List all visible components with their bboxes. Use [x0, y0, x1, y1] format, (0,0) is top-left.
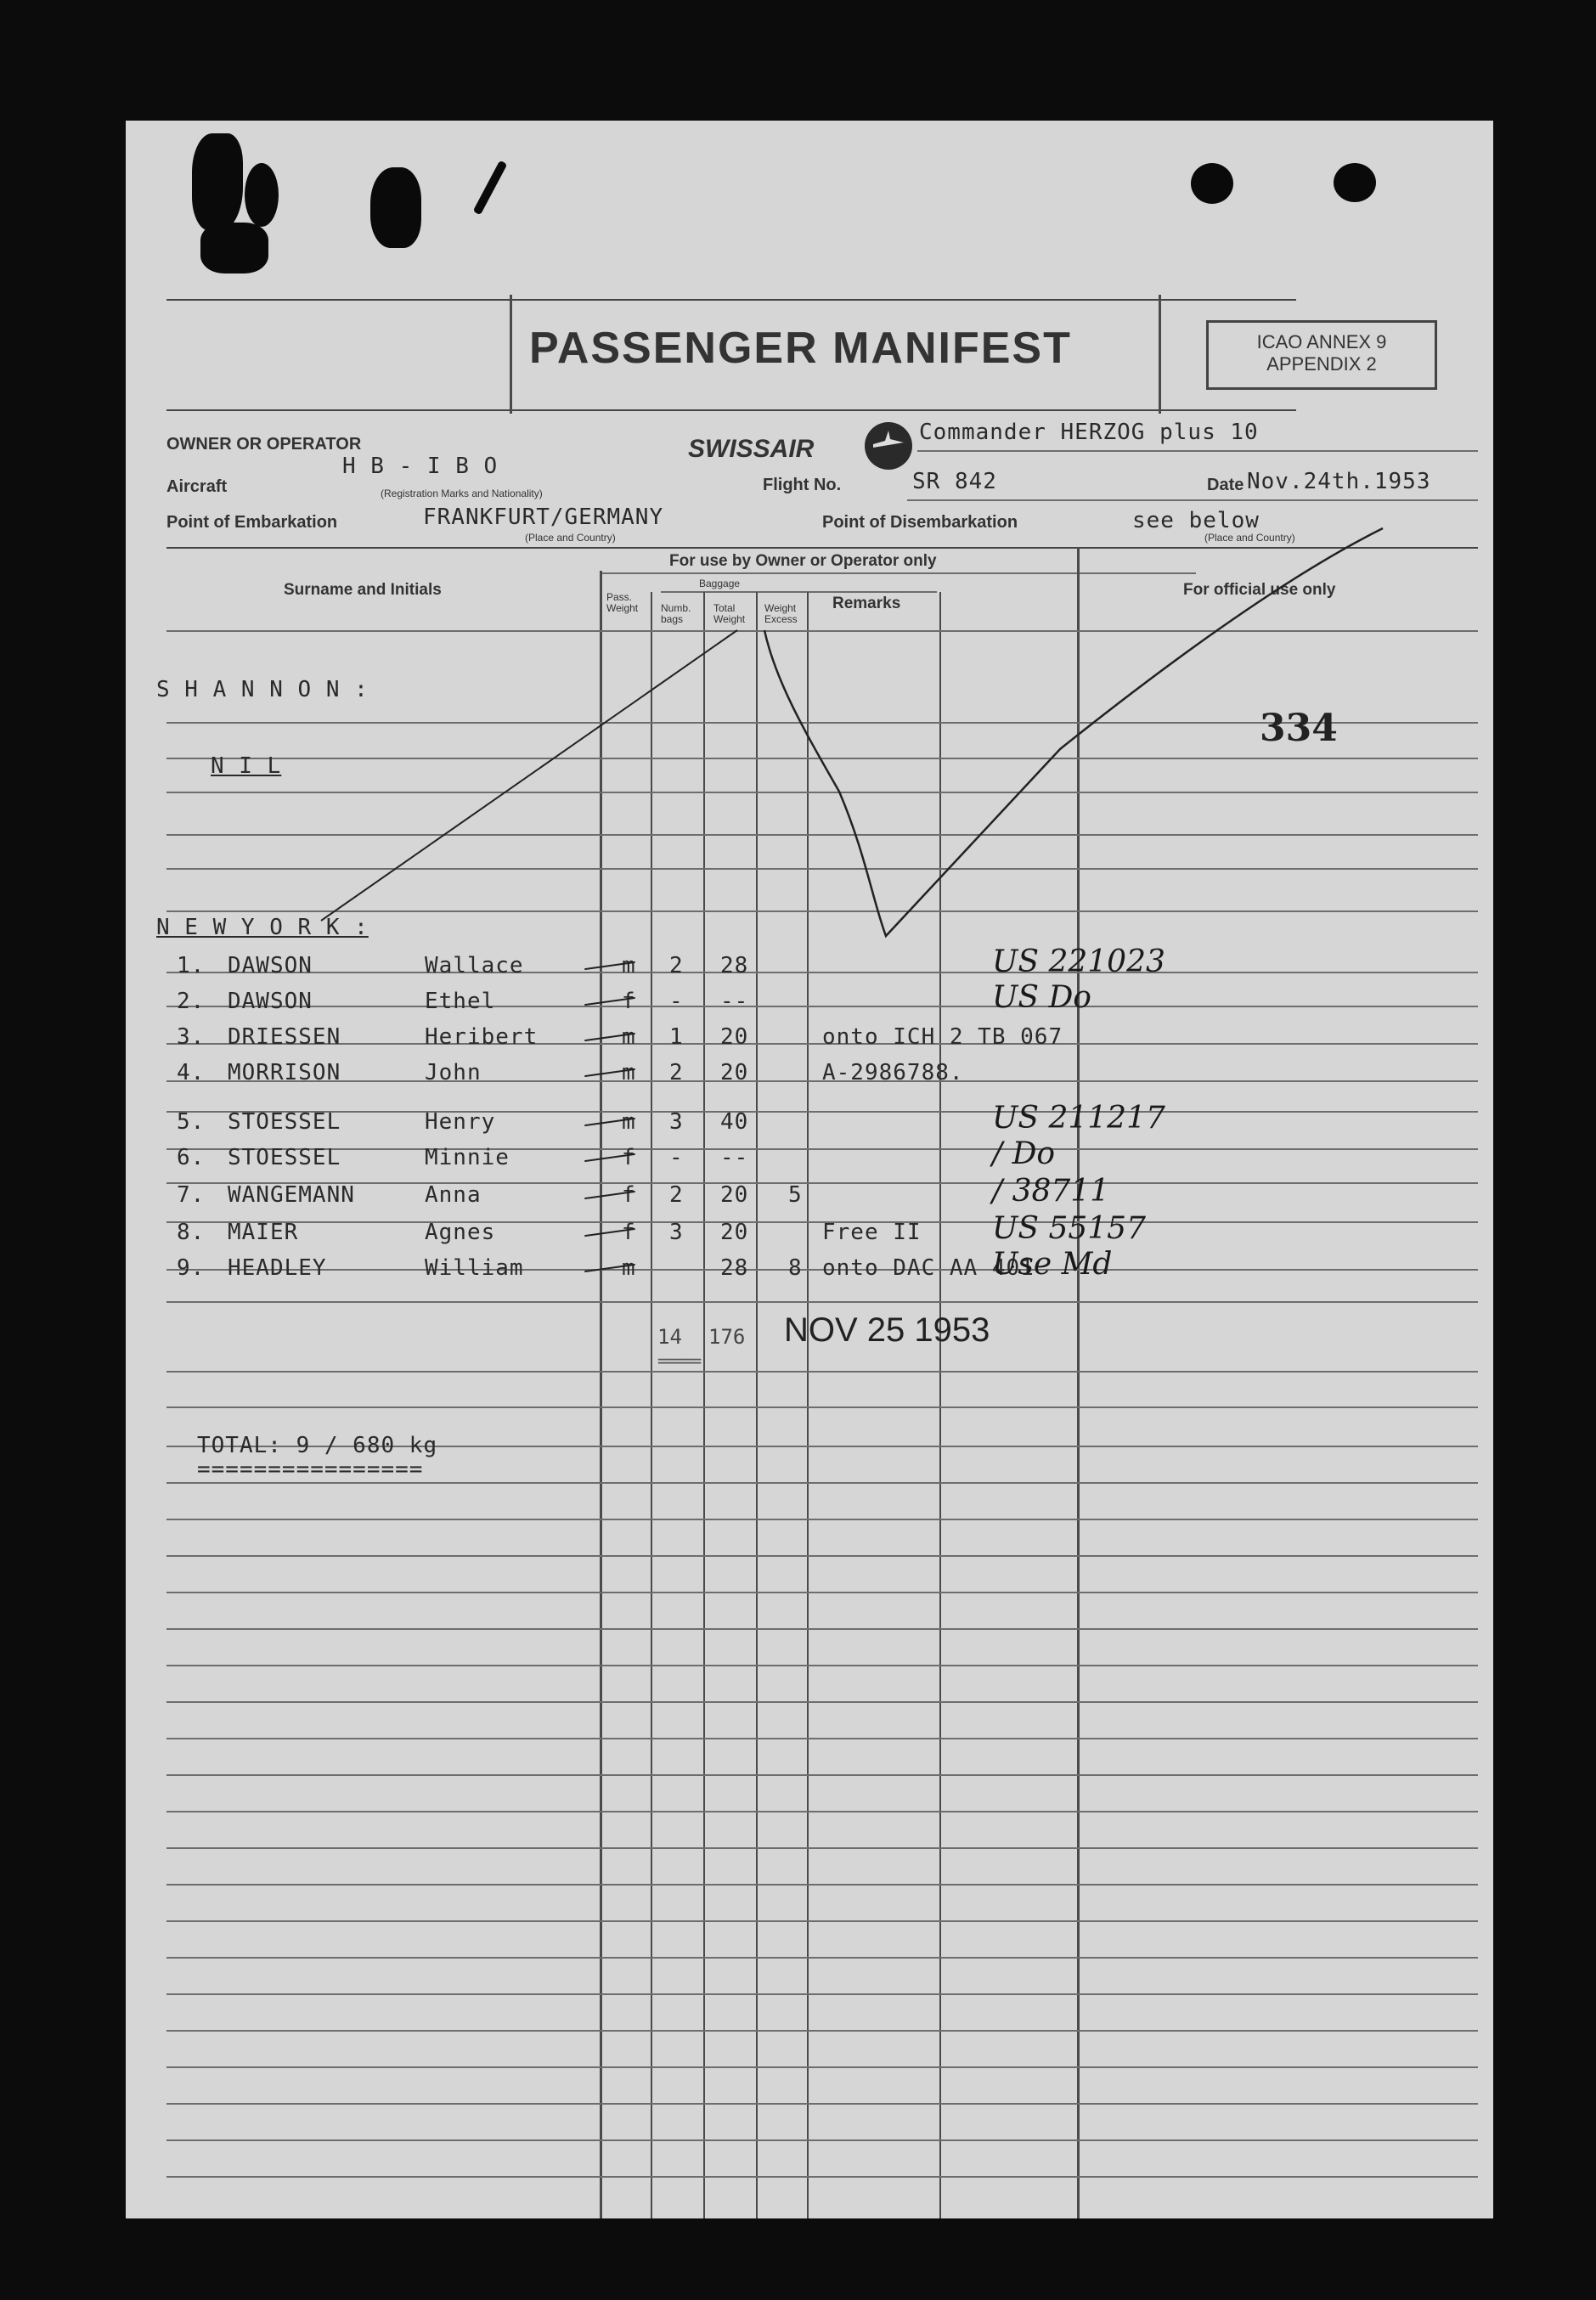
row-sex: f	[622, 1220, 636, 1245]
numb-bags-line1: Numb.	[661, 602, 691, 614]
row-weight: --	[720, 1145, 749, 1170]
embark-value: FRANKFURT/GERMANY	[423, 505, 664, 530]
row-given-name: Ethel	[425, 989, 496, 1014]
row-bags: 2	[669, 1060, 684, 1085]
date-label: Date	[1207, 476, 1244, 494]
disembark-note: (Place and Country)	[1204, 532, 1295, 544]
total-underline: =====	[657, 1350, 701, 1371]
embark-label: Point of Embarkation	[166, 513, 338, 532]
disembark-label: Point of Disembarkation	[822, 513, 1018, 532]
row-number: 1.	[177, 953, 206, 978]
embark-note: (Place and Country)	[525, 532, 616, 544]
row-given-name: Agnes	[425, 1220, 496, 1245]
row-given-name: Minnie	[425, 1145, 510, 1170]
row-surname: MAIER	[228, 1220, 299, 1245]
manifest-paper	[126, 121, 1493, 2218]
row-official: US 211217	[992, 1101, 1165, 1136]
weight-excess-line2: Excess	[764, 613, 798, 625]
flight-label: Flight No.	[763, 476, 842, 494]
row-surname: STOESSEL	[228, 1109, 341, 1135]
row-surname: DAWSON	[228, 989, 313, 1014]
new-york-heading: N E W Y O R K :	[156, 915, 369, 940]
row-sex: f	[622, 1182, 636, 1208]
row-given-name: John	[425, 1060, 482, 1085]
form-title: PASSENGER MANIFEST	[529, 324, 1072, 373]
row-remarks: onto ICH 2 TB 067	[822, 1024, 1063, 1050]
row-official: US 55157	[992, 1211, 1146, 1246]
icao-line2: APPENDIX 2	[1266, 353, 1377, 375]
row-official: / Do	[992, 1136, 1056, 1171]
row-remarks: Free II	[822, 1220, 922, 1245]
row-sex: m	[622, 1060, 636, 1085]
row-given-name: Heribert	[425, 1024, 539, 1050]
owner-use-header: For use by Owner or Operator only	[669, 552, 937, 570]
row-given-name: Anna	[425, 1182, 482, 1208]
row-given-name: Henry	[425, 1109, 496, 1135]
date-value: Nov.24th.1953	[1247, 469, 1431, 494]
disembark-value: see below	[1132, 508, 1260, 533]
pass-weight-line2: Weight	[606, 602, 639, 614]
total-weight: 176	[708, 1325, 746, 1349]
row-weight: 20	[720, 1060, 749, 1085]
total-summary: TOTAL: 9 / 680 kg	[197, 1433, 438, 1458]
row-sex: m	[622, 1255, 636, 1281]
row-bags: 3	[669, 1220, 684, 1245]
row-remarks: A-2986788.	[822, 1060, 964, 1085]
row-number: 3.	[177, 1024, 206, 1050]
row-surname: STOESSEL	[228, 1145, 341, 1170]
row-weight: 28	[720, 953, 749, 978]
row-weight: 28	[720, 1255, 749, 1281]
row-number: 5.	[177, 1109, 206, 1135]
row-surname: DRIESSEN	[228, 1024, 341, 1050]
aircraft-label: Aircraft	[166, 477, 228, 496]
row-surname: MORRISON	[228, 1060, 341, 1085]
remarks-header: Remarks	[832, 595, 901, 612]
row-bags: 2	[669, 1182, 684, 1208]
row-given-name: Wallace	[425, 953, 524, 978]
nil-label: N I L	[211, 753, 282, 779]
row-surname: DAWSON	[228, 953, 313, 978]
aircraft-value: H B - I B O	[342, 454, 499, 479]
row-weight: 20	[720, 1182, 749, 1208]
row-remarks: onto DAC AA 401	[822, 1255, 1035, 1281]
row-bags: 1	[669, 1024, 684, 1050]
icao-line1: ICAO ANNEX 9	[1256, 331, 1387, 352]
row-number: 7.	[177, 1182, 206, 1208]
total-bags: 14	[657, 1325, 682, 1349]
row-bags: 3	[669, 1109, 684, 1135]
official-number: 334	[1260, 707, 1338, 750]
row-given-name: William	[425, 1255, 524, 1281]
airline-logo: SWISSAIR	[688, 435, 815, 463]
row-bags: -	[669, 1145, 684, 1170]
official-header: For official use only	[1183, 581, 1336, 599]
row-sex: m	[622, 1109, 636, 1135]
row-sex: f	[622, 989, 636, 1014]
row-surname: HEADLEY	[228, 1255, 327, 1281]
row-number: 4.	[177, 1060, 206, 1085]
row-weight: 20	[720, 1024, 749, 1050]
row-sex: m	[622, 953, 636, 978]
row-weight: 40	[720, 1109, 749, 1135]
row-official: US 221023	[992, 944, 1165, 979]
baggage-header: Baggage	[699, 578, 741, 589]
row-number: 8.	[177, 1220, 206, 1245]
pen-marks	[126, 121, 1493, 2218]
row-weight: 20	[720, 1220, 749, 1245]
row-sex: f	[622, 1145, 636, 1170]
row-bags: -	[669, 989, 684, 1014]
row-number: 2.	[177, 989, 206, 1014]
row-excess: 5	[788, 1182, 803, 1208]
total-weight-line1: Total	[713, 602, 736, 614]
surname-header: Surname and Initials	[284, 581, 442, 599]
aircraft-note: (Registration Marks and Nationality)	[381, 488, 543, 499]
row-excess: 8	[788, 1255, 803, 1281]
shannon-heading: S H A N N O N :	[156, 677, 369, 702]
row-official: / 38711	[992, 1174, 1110, 1209]
pass-weight-line1: Pass.	[606, 591, 633, 603]
date-stamp: NOV 25 1953	[784, 1311, 990, 1349]
row-official: Use Md	[992, 1247, 1113, 1282]
row-weight: --	[720, 989, 749, 1014]
row-number: 9.	[177, 1255, 206, 1281]
weight-excess-line1: Weight	[764, 602, 797, 614]
row-sex: m	[622, 1024, 636, 1050]
total-summary-rule: ================	[197, 1457, 424, 1482]
owner-label: OWNER OR OPERATOR	[166, 435, 362, 454]
owner-value: Commander HERZOG plus 10	[919, 420, 1259, 445]
row-surname: WANGEMANN	[228, 1182, 355, 1208]
row-number: 6.	[177, 1145, 206, 1170]
flight-value: SR 842	[912, 469, 997, 494]
row-official: US Do	[992, 980, 1091, 1015]
total-weight-line2: Weight	[713, 613, 746, 625]
row-bags: 2	[669, 953, 684, 978]
numb-bags-line2: bags	[661, 613, 684, 625]
